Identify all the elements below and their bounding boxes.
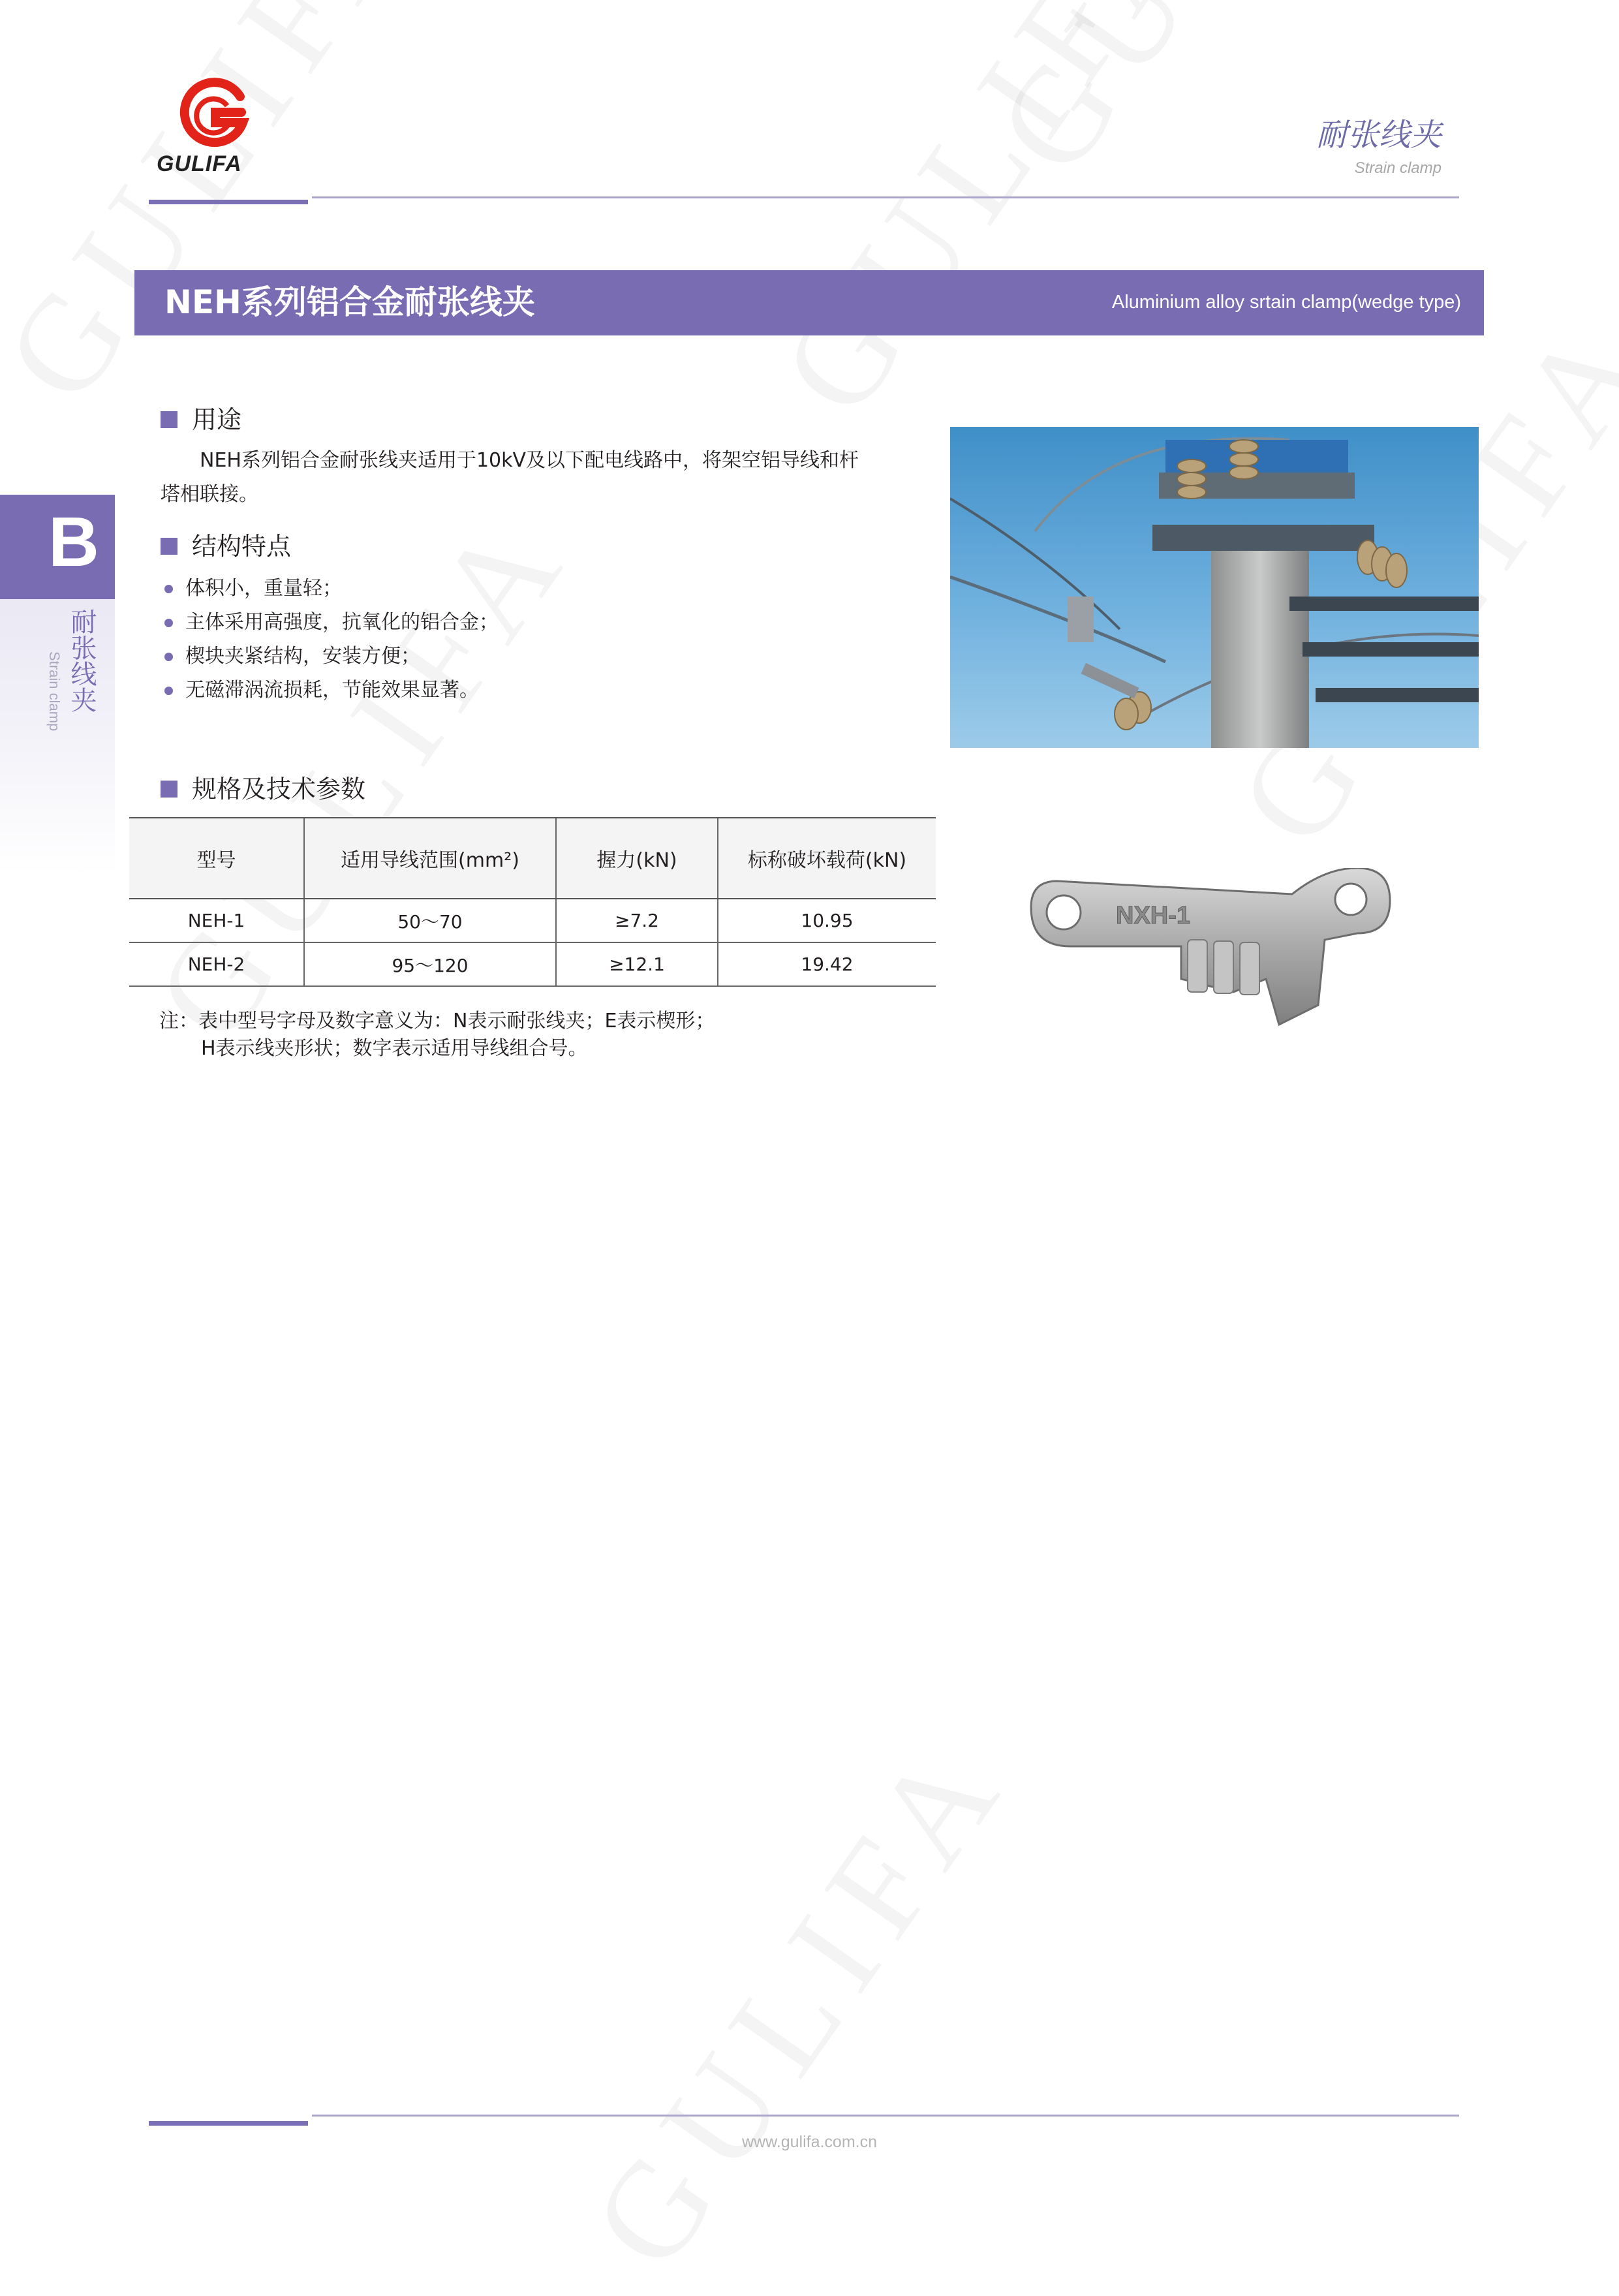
bullet-icon xyxy=(164,687,173,695)
table-row xyxy=(129,899,936,942)
column-header: 握力(kN) xyxy=(556,818,718,899)
brand-name: GULIFA xyxy=(157,151,242,176)
header-title-cn: 耐张线夹 xyxy=(1316,117,1442,153)
watermark xyxy=(0,0,452,429)
list-item: 体积小，重量轻； xyxy=(163,572,499,606)
usage-line: 塔相联接。 xyxy=(161,483,258,506)
usage-paragraph xyxy=(161,444,898,512)
installation-photo xyxy=(950,427,1479,748)
bullet-icon xyxy=(164,619,173,627)
section-marker-icon xyxy=(161,538,177,555)
table-note xyxy=(159,1008,715,1063)
specs-heading: 规格及技术参数 xyxy=(192,775,366,803)
column-header: 标称破坏载荷(kN) xyxy=(718,818,936,899)
list-item: 楔块夹紧结构，安装方便； xyxy=(163,640,499,674)
list-item: 主体采用高强度，抗氧化的铝合金； xyxy=(163,606,499,640)
table-cell: 19.42 xyxy=(718,942,936,986)
banner-title-cn: NEH系列铝合金耐张线夹 xyxy=(164,283,535,321)
table-cell: NEH-1 xyxy=(129,899,304,942)
section-marker-icon xyxy=(161,411,177,428)
table-row xyxy=(129,942,936,986)
column-header: 型号 xyxy=(129,818,304,899)
banner-title-en: Aluminium alloy srtain clamp(wedge type) xyxy=(1111,292,1461,313)
footer-rule xyxy=(312,2115,1459,2117)
table-cell: ≥12.1 xyxy=(556,942,718,986)
table-cell: NEH-2 xyxy=(129,942,304,986)
table-cell: 10.95 xyxy=(718,899,936,942)
product-marking: NXH-1 xyxy=(1116,902,1191,929)
header-title-en: Strain clamp xyxy=(1354,159,1442,177)
gulifa-logo-icon xyxy=(176,77,249,150)
bullet-icon xyxy=(164,585,173,593)
table-cell: ≥7.2 xyxy=(556,899,718,942)
side-tab-label-cn: 耐张线夹 xyxy=(67,608,97,713)
footer-url: www.gulifa.com.cn xyxy=(741,2133,878,2151)
side-tab-label-en: Strain clamp xyxy=(46,651,63,732)
note-line: 注：表中型号字母及数字意义为：N表示耐张线夹；E表示楔形； xyxy=(159,1010,715,1032)
side-tab-letter: B xyxy=(48,502,99,581)
note-line: H表示线夹形状；数字表示适用导线组合号。 xyxy=(201,1037,588,1060)
header-rule xyxy=(312,196,1459,198)
watermark xyxy=(561,1707,1040,2296)
list-item: 无磁滞涡流损耗，节能效果显著。 xyxy=(163,674,499,707)
usage-heading: 用途 xyxy=(192,405,242,434)
column-header: 适用导线范围(mm²) xyxy=(304,818,556,899)
product-photo xyxy=(1018,868,1410,1051)
spec-table xyxy=(129,817,936,987)
table-cell: 95～120 xyxy=(304,942,556,986)
section-marker-icon xyxy=(161,781,177,798)
usage-line: NEH系列铝合金耐张线夹适用于10kV及以下配电线路中，将架空铝导线和杆 xyxy=(200,449,859,472)
features-heading: 结构特点 xyxy=(192,532,292,561)
features-list xyxy=(163,572,499,707)
header-rule-accent xyxy=(149,200,308,204)
bullet-icon xyxy=(164,653,173,661)
footer-rule-accent xyxy=(149,2121,308,2126)
table-header-row xyxy=(129,818,936,899)
table-cell: 50～70 xyxy=(304,899,556,942)
